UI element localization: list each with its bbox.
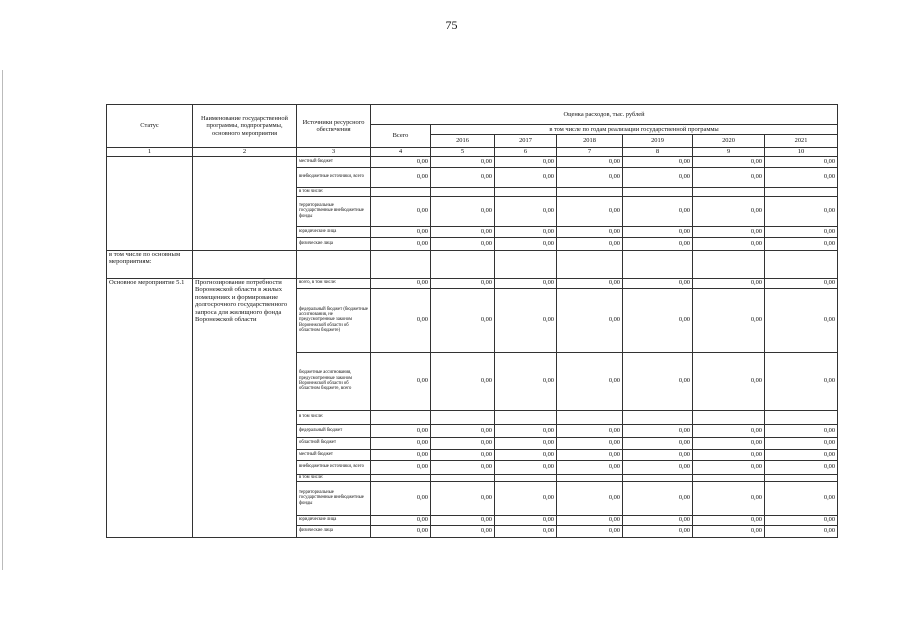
column-number: 6 — [495, 148, 557, 157]
value-cell: 0,00 — [371, 460, 431, 474]
value-cell: 0,00 — [371, 288, 431, 352]
value-cell: 0,00 — [765, 288, 838, 352]
value-cell-empty — [623, 410, 693, 424]
value-cell: 0,00 — [495, 167, 557, 187]
value-cell: 0,00 — [431, 449, 495, 460]
value-cell: 0,00 — [431, 525, 495, 537]
value-cell-empty — [693, 187, 765, 196]
value-cell: 0,00 — [431, 156, 495, 167]
value-cell: 0,00 — [495, 481, 557, 515]
value-cell: 0,00 — [371, 525, 431, 537]
value-cell: 0,00 — [431, 460, 495, 474]
page-number: 75 — [445, 18, 458, 32]
value-cell: 0,00 — [623, 437, 693, 449]
source-label: местный бюджет — [297, 449, 371, 460]
value-cell: 0,00 — [693, 515, 765, 525]
source-label: в том числе: — [297, 187, 371, 196]
source-label: областной бюджет — [297, 437, 371, 449]
value-cell: 0,00 — [431, 481, 495, 515]
value-cell: 0,00 — [495, 352, 557, 410]
header-status: Статус — [107, 105, 193, 148]
value-cell: 0,00 — [431, 288, 495, 352]
value-cell: 0,00 — [693, 226, 765, 237]
header-total: Всего — [371, 125, 431, 148]
value-cell: 0,00 — [693, 525, 765, 537]
value-cell: 0,00 — [765, 278, 838, 288]
header-name: Наименование государственной программы, подпрограммы, основного мероприятия — [193, 105, 297, 148]
value-cell: 0,00 — [495, 156, 557, 167]
value-cell: 0,00 — [557, 352, 623, 410]
value-cell: 0,00 — [765, 481, 838, 515]
source-label: в том числе: — [297, 474, 371, 481]
column-number: 2 — [193, 148, 297, 157]
value-cell: 0,00 — [371, 167, 431, 187]
value-cell-empty — [557, 250, 623, 278]
value-cell-empty — [693, 250, 765, 278]
value-cell: 0,00 — [557, 515, 623, 525]
value-cell: 0,00 — [495, 237, 557, 250]
source-label: юридические лица — [297, 515, 371, 525]
value-cell: 0,00 — [495, 288, 557, 352]
value-cell: 0,00 — [371, 481, 431, 515]
name-cell-empty — [193, 156, 297, 250]
value-cell-empty — [495, 187, 557, 196]
source-label: физические лица — [297, 237, 371, 250]
value-cell: 0,00 — [557, 196, 623, 226]
value-cell: 0,00 — [693, 288, 765, 352]
column-number: 4 — [371, 148, 431, 157]
source-label: физические лица — [297, 525, 371, 537]
value-cell: 0,00 — [431, 237, 495, 250]
column-number: 1 — [107, 148, 193, 157]
value-cell: 0,00 — [765, 156, 838, 167]
value-cell-empty — [765, 410, 838, 424]
value-cell: 0,00 — [557, 226, 623, 237]
value-cell-empty — [557, 410, 623, 424]
value-cell: 0,00 — [693, 481, 765, 515]
value-cell: 0,00 — [495, 449, 557, 460]
value-cell: 0,00 — [623, 167, 693, 187]
value-cell: 0,00 — [371, 226, 431, 237]
value-cell-empty — [371, 410, 431, 424]
value-cell: 0,00 — [557, 278, 623, 288]
value-cell: 0,00 — [557, 449, 623, 460]
value-cell: 0,00 — [431, 352, 495, 410]
event-status: Основное мероприятие 5.1 — [107, 278, 193, 537]
source-label: всего, в том числе: — [297, 278, 371, 288]
value-cell-empty — [371, 250, 431, 278]
value-cell: 0,00 — [495, 525, 557, 537]
value-cell: 0,00 — [765, 424, 838, 437]
value-cell: 0,00 — [495, 515, 557, 525]
value-cell-empty — [431, 474, 495, 481]
source-cell-empty — [297, 250, 371, 278]
value-cell: 0,00 — [693, 460, 765, 474]
header-year: 2017 — [495, 135, 557, 148]
value-cell: 0,00 — [765, 237, 838, 250]
header-year: 2020 — [693, 135, 765, 148]
header-year: 2018 — [557, 135, 623, 148]
value-cell-empty — [371, 187, 431, 196]
header-year: 2021 — [765, 135, 838, 148]
value-cell-empty — [557, 474, 623, 481]
source-label: местный бюджет — [297, 156, 371, 167]
value-cell: 0,00 — [495, 437, 557, 449]
table-row — [107, 278, 838, 288]
source-label: бюджетные ассигнования, предусмотренные законом Воронежской области об областном бюджете, всего — [297, 352, 371, 410]
value-cell: 0,00 — [431, 196, 495, 226]
value-cell: 0,00 — [693, 449, 765, 460]
value-cell: 0,00 — [765, 525, 838, 537]
column-number: 7 — [557, 148, 623, 157]
value-cell: 0,00 — [371, 196, 431, 226]
value-cell: 0,00 — [371, 156, 431, 167]
value-cell: 0,00 — [765, 437, 838, 449]
value-cell: 0,00 — [371, 424, 431, 437]
column-number: 10 — [765, 148, 838, 157]
value-cell: 0,00 — [623, 460, 693, 474]
value-cell: 0,00 — [623, 449, 693, 460]
source-label: федеральный бюджет (бюджетные ассигнования, не предусмотренные законом Воронежской области об областном бюджете) — [297, 288, 371, 352]
value-cell: 0,00 — [623, 196, 693, 226]
value-cell-empty — [623, 474, 693, 481]
value-cell: 0,00 — [623, 525, 693, 537]
value-cell: 0,00 — [495, 226, 557, 237]
value-cell: 0,00 — [623, 352, 693, 410]
value-cell: 0,00 — [431, 515, 495, 525]
header-by-years: в том числе по годам реализации государственной программы — [431, 125, 838, 135]
value-cell: 0,00 — [371, 237, 431, 250]
value-cell: 0,00 — [557, 481, 623, 515]
source-label: юридические лица — [297, 226, 371, 237]
value-cell: 0,00 — [557, 437, 623, 449]
value-cell: 0,00 — [431, 167, 495, 187]
value-cell: 0,00 — [693, 437, 765, 449]
value-cell-empty — [557, 187, 623, 196]
value-cell-empty — [623, 250, 693, 278]
scan-edge-line — [2, 70, 3, 570]
value-cell: 0,00 — [693, 167, 765, 187]
value-cell: 0,00 — [431, 424, 495, 437]
value-cell: 0,00 — [765, 515, 838, 525]
value-cell-empty — [693, 410, 765, 424]
value-cell-empty — [765, 187, 838, 196]
value-cell-empty — [623, 187, 693, 196]
value-cell: 0,00 — [623, 156, 693, 167]
source-label: внебюджетные источники, всего — [297, 167, 371, 187]
value-cell: 0,00 — [693, 424, 765, 437]
value-cell-empty — [765, 474, 838, 481]
value-cell: 0,00 — [693, 278, 765, 288]
value-cell: 0,00 — [765, 196, 838, 226]
event-name: Прогнозирование потребности Воронежской области в жилых помещениях и формирование долгосрочного государственного запроса для жилищного фонда Воронежской области — [193, 278, 297, 537]
value-cell-empty — [495, 250, 557, 278]
value-cell: 0,00 — [765, 226, 838, 237]
value-cell: 0,00 — [557, 460, 623, 474]
value-cell: 0,00 — [557, 156, 623, 167]
section-note: в том числе по основным мероприятиям: — [107, 250, 193, 278]
value-cell: 0,00 — [495, 278, 557, 288]
value-cell: 0,00 — [431, 226, 495, 237]
value-cell: 0,00 — [495, 424, 557, 437]
status-cell-empty — [107, 156, 193, 250]
value-cell: 0,00 — [557, 424, 623, 437]
value-cell: 0,00 — [431, 437, 495, 449]
value-cell: 0,00 — [371, 515, 431, 525]
value-cell: 0,00 — [693, 352, 765, 410]
value-cell: 0,00 — [693, 237, 765, 250]
value-cell-empty — [371, 474, 431, 481]
value-cell: 0,00 — [765, 460, 838, 474]
value-cell: 0,00 — [431, 278, 495, 288]
header-year: 2016 — [431, 135, 495, 148]
value-cell-empty — [765, 250, 838, 278]
value-cell: 0,00 — [557, 288, 623, 352]
source-label: в том числе: — [297, 410, 371, 424]
header-estimate: Оценка расходов, тыс. рублей — [371, 105, 838, 125]
value-cell: 0,00 — [557, 167, 623, 187]
value-cell: 0,00 — [623, 278, 693, 288]
value-cell: 0,00 — [765, 449, 838, 460]
value-cell: 0,00 — [495, 460, 557, 474]
value-cell-empty — [431, 410, 495, 424]
value-cell: 0,00 — [765, 167, 838, 187]
source-label: федеральный бюджет — [297, 424, 371, 437]
table-row — [107, 250, 838, 278]
value-cell: 0,00 — [623, 237, 693, 250]
value-cell: 0,00 — [557, 525, 623, 537]
column-number: 5 — [431, 148, 495, 157]
column-number: 3 — [297, 148, 371, 157]
value-cell: 0,00 — [495, 196, 557, 226]
value-cell-empty — [431, 250, 495, 278]
value-cell: 0,00 — [623, 288, 693, 352]
value-cell: 0,00 — [557, 237, 623, 250]
value-cell-empty — [693, 474, 765, 481]
header-sources: Источники ресурсного обеспечения — [297, 105, 371, 148]
value-cell: 0,00 — [765, 352, 838, 410]
value-cell: 0,00 — [693, 196, 765, 226]
source-label: территориальные государственные внебюджетные фонды — [297, 196, 371, 226]
value-cell: 0,00 — [371, 278, 431, 288]
value-cell-empty — [431, 187, 495, 196]
expense-estimate-table — [106, 104, 838, 538]
column-number: 8 — [623, 148, 693, 157]
value-cell: 0,00 — [623, 424, 693, 437]
source-label: внебюджетные источники, всего — [297, 460, 371, 474]
value-cell: 0,00 — [371, 352, 431, 410]
header-year: 2019 — [623, 135, 693, 148]
value-cell: 0,00 — [693, 156, 765, 167]
column-number: 9 — [693, 148, 765, 157]
value-cell: 0,00 — [371, 449, 431, 460]
value-cell: 0,00 — [623, 226, 693, 237]
table-row — [107, 156, 838, 167]
value-cell: 0,00 — [623, 515, 693, 525]
value-cell: 0,00 — [371, 437, 431, 449]
value-cell-empty — [495, 410, 557, 424]
value-cell-empty — [495, 474, 557, 481]
source-label: территориальные государственные внебюджетные фонды — [297, 481, 371, 515]
name-cell-empty — [193, 250, 297, 278]
value-cell: 0,00 — [623, 481, 693, 515]
